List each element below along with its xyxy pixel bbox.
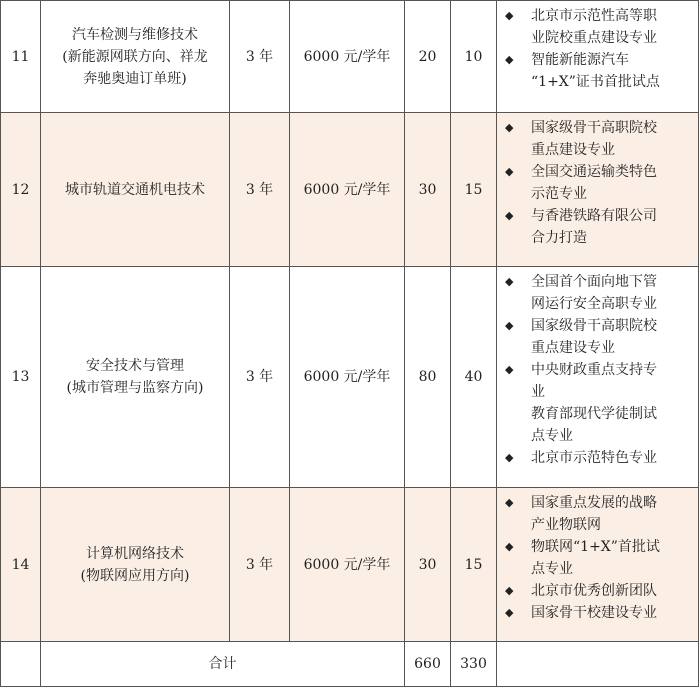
features-list: [505, 492, 692, 624]
tuition: 6000 元/学年: [290, 488, 405, 642]
feature-item: [505, 337, 692, 359]
table-row: [1, 1, 699, 113]
diamond-bullet-icon: ◆: [505, 606, 514, 619]
feature-text: 国家级骨干高职院校: [531, 318, 657, 334]
feature-item: [505, 71, 692, 93]
major-name: 城市轨道交通机电技术: [41, 113, 230, 267]
feature-text: 全国交通运输类特色: [531, 164, 657, 180]
diamond-bullet-icon: ◆: [505, 121, 514, 134]
feature-item: [505, 49, 692, 71]
table-row: [1, 267, 699, 488]
feature-item: [505, 580, 692, 602]
feature-text: 合力打造: [531, 230, 587, 246]
total-row: [1, 642, 699, 687]
feature-text: 国家骨干校建设专业: [531, 605, 657, 621]
duration: 3 年: [230, 113, 290, 267]
major-name: 计算机网络技术 (物联网应用方向): [41, 488, 230, 642]
feature-item: [505, 161, 692, 183]
feature-item: [505, 139, 692, 161]
diamond-bullet-icon: ◆: [505, 53, 514, 66]
feature-text: 国家级骨干高职院校: [531, 120, 657, 136]
tuition: 6000 元/学年: [290, 1, 405, 113]
feature-item: [505, 205, 692, 227]
row-number: 12: [1, 113, 41, 267]
feature-item: [505, 293, 692, 315]
feature-text: 网运行安全高职专业: [531, 296, 657, 312]
sub-count: 10: [451, 1, 497, 113]
total-spacer: [1, 642, 41, 687]
feature-item: [505, 315, 692, 337]
feature-text: 与香港铁路有限公司: [531, 208, 657, 224]
diamond-bullet-icon: ◆: [505, 275, 514, 288]
plan-count: 20: [405, 1, 451, 113]
table-row: [1, 113, 699, 267]
total-label: 合计: [41, 642, 405, 687]
feature-text: 国家重点发展的战略: [531, 495, 657, 511]
table-row: [1, 488, 699, 642]
feature-item: [505, 558, 692, 580]
diamond-bullet-icon: ◆: [505, 540, 514, 553]
feature-item: [505, 403, 692, 425]
plan-count: 30: [405, 488, 451, 642]
duration: 3 年: [230, 1, 290, 113]
diamond-bullet-icon: ◆: [505, 9, 514, 22]
plan-count: 30: [405, 113, 451, 267]
feature-item: [505, 5, 692, 27]
feature-text: 北京市优秀创新团队: [531, 583, 657, 599]
feature-item: [505, 602, 692, 624]
feature-text: “1+X”证书首批试点: [531, 74, 660, 90]
row-number: 14: [1, 488, 41, 642]
feature-item: [505, 227, 692, 249]
feature-item: [505, 117, 692, 139]
feature-item: [505, 183, 692, 205]
total-sub-count: 330: [451, 642, 497, 687]
feature-text: 业: [531, 384, 545, 400]
features-list: [505, 271, 692, 469]
features-cell: [497, 1, 699, 113]
feature-text: 示范专业: [531, 186, 587, 202]
sub-count: 40: [451, 267, 497, 488]
diamond-bullet-icon: ◆: [505, 363, 514, 376]
feature-text: 点专业: [531, 561, 573, 577]
feature-text: 中央财政重点支持专: [531, 362, 657, 378]
features-list: [505, 117, 692, 249]
diamond-bullet-icon: ◆: [505, 209, 514, 222]
feature-item: [505, 492, 692, 514]
feature-text: 教育部现代学徒制试: [531, 406, 657, 422]
duration: 3 年: [230, 488, 290, 642]
total-plan-count: 660: [405, 642, 451, 687]
feature-text: 产业物联网: [531, 517, 601, 533]
diamond-bullet-icon: ◆: [505, 451, 514, 464]
feature-text: 点专业: [531, 428, 573, 444]
feature-text: 智能新能源汽车: [531, 52, 629, 68]
diamond-bullet-icon: ◆: [505, 496, 514, 509]
feature-item: [505, 359, 692, 381]
feature-text: 北京市示范性高等职: [531, 8, 657, 24]
features-cell: [497, 267, 699, 488]
tuition: 6000 元/学年: [290, 267, 405, 488]
feature-text: 北京市示范特色专业: [531, 450, 657, 466]
feature-item: [505, 27, 692, 49]
feature-text: 物联网“1+X”首批试: [531, 539, 660, 555]
sub-count: 15: [451, 488, 497, 642]
diamond-bullet-icon: ◆: [505, 584, 514, 597]
features-cell: [497, 113, 699, 267]
duration: 3 年: [230, 267, 290, 488]
feature-text: 重点建设专业: [531, 142, 615, 158]
total-features-empty: [497, 642, 699, 687]
tuition: 6000 元/学年: [290, 113, 405, 267]
features-cell: [497, 488, 699, 642]
sub-count: 15: [451, 113, 497, 267]
feature-item: [505, 447, 692, 469]
features-list: [505, 5, 692, 93]
feature-item: [505, 381, 692, 403]
feature-text: 重点建设专业: [531, 340, 615, 356]
diamond-bullet-icon: ◆: [505, 319, 514, 332]
feature-item: [505, 271, 692, 293]
major-name: 汽车检测与维修技术 (新能源网联方向、祥龙 奔驰奥迪订单班): [41, 1, 230, 113]
feature-item: [505, 514, 692, 536]
plan-count: 80: [405, 267, 451, 488]
feature-item: [505, 425, 692, 447]
feature-item: [505, 536, 692, 558]
row-number: 11: [1, 1, 41, 113]
diamond-bullet-icon: ◆: [505, 165, 514, 178]
feature-text: 业院校重点建设专业: [531, 30, 657, 46]
major-name: 安全技术与管理 (城市管理与监察方向): [41, 267, 230, 488]
row-number: 13: [1, 267, 41, 488]
feature-text: 全国首个面向地下管: [531, 274, 657, 290]
